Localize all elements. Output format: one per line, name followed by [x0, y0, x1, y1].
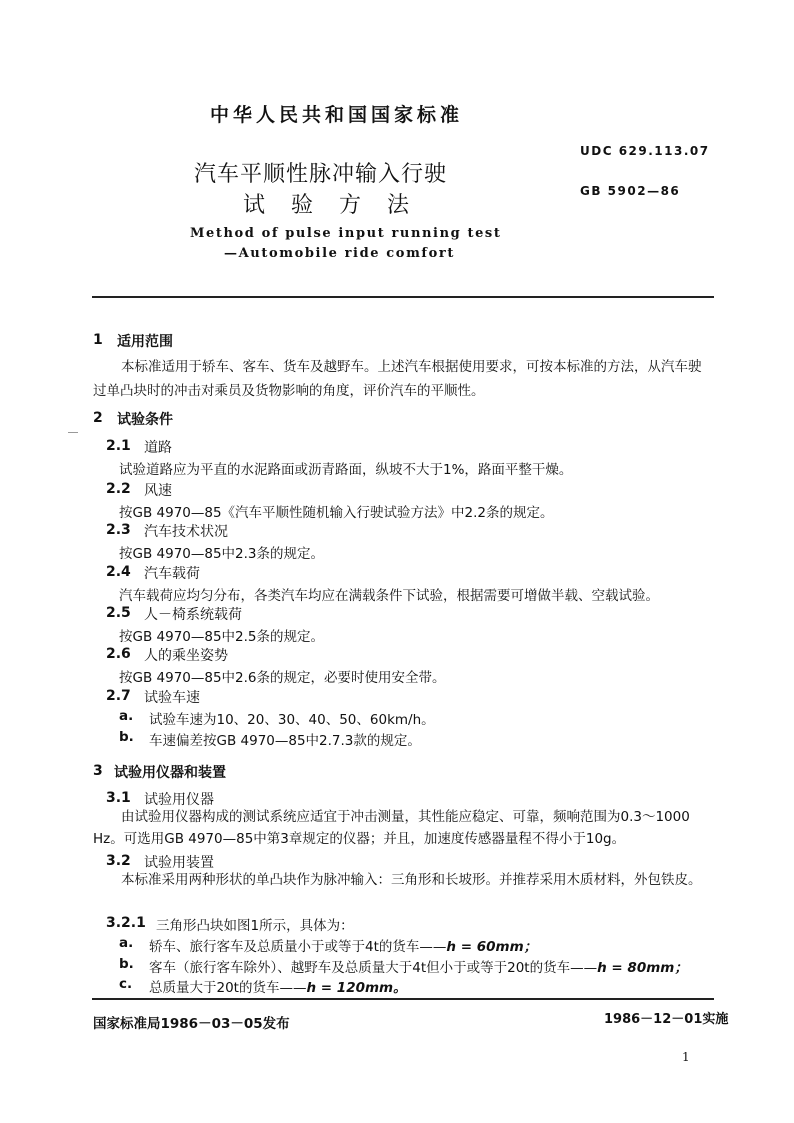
item-3-2-1-a-desc: 轿车、旅行客车及总质量小于或等于4t的货车——	[149, 939, 447, 955]
sub-3-1-title: 试验用仪器	[144, 792, 214, 808]
page-number: 1	[682, 1050, 690, 1064]
item-2-7-b-label: b.	[119, 729, 134, 745]
sub-3-2-1-text: 三角形凸块如图1所示，具体为：	[156, 918, 354, 934]
sub-2-4-title: 汽车载荷	[144, 566, 200, 582]
header-divider	[92, 296, 714, 298]
sub-3-2-1-number: 3.2.1	[106, 915, 146, 931]
sub-2-5-text: 按GB 4970—85中2.5条的规定。	[119, 629, 325, 645]
gb-code: GB 5902—86	[580, 184, 681, 198]
sub-2-4-text: 汽车载荷应均匀分布，各类汽车均应在满载条件下试验，根据需要可增做半载、空载试验。	[119, 588, 659, 604]
sub-2-2-text: 按GB 4970—85《汽车平顺性随机输入行驶试验方法》中2.2条的规定。	[119, 505, 554, 521]
item-3-2-1-a-value: h = 60mm；	[446, 939, 538, 955]
item-2-7-b-text: 车速偏差按GB 4970—85中2.7.3款的规定。	[149, 733, 421, 749]
sub-2-1-number: 2.1	[106, 438, 131, 454]
english-title-line1: Method of pulse input running test	[190, 226, 502, 241]
section-1-paragraph: 本标准适用于轿车、客车、货车及越野车。上述汽车根据使用要求，可按本标准的方法，从汽车驶过单凸块时的冲击对乘员及货物影响的角度，评价汽车的平顺性。	[93, 359, 702, 399]
sub-2-5-title: 人－椅系统载荷	[144, 607, 242, 623]
effective-date: 1986－12－01实施	[604, 1012, 729, 1027]
sub-2-5-number: 2.5	[106, 605, 131, 621]
sub-3-2-paragraph: 本标准采用两种形状的单凸块作为脉冲输入：三角形和长坡形。并推荐采用木质材料，外包铁皮。	[121, 872, 702, 888]
item-3-2-1-c-text	[149, 976, 407, 996]
sub-3-2-number: 3.2	[106, 853, 131, 869]
udc-code: UDC 629.113.07	[580, 144, 710, 158]
item-3-2-1-a-label: a.	[119, 935, 134, 951]
sub-2-7-number: 2.7	[106, 688, 131, 704]
national-standard-heading: 中华人民共和国国家标准	[210, 104, 464, 126]
issued-date: 国家标准局1986－03－05发布	[93, 1016, 290, 1032]
english-title-line2: —Automobile ride comfort	[224, 246, 455, 261]
item-3-2-1-c-value: h = 120mm。	[306, 980, 407, 996]
margin-mark	[68, 432, 78, 433]
item-3-2-1-c-desc: 总质量大于20t的货车——	[149, 980, 307, 996]
item-3-2-1-b-text	[149, 956, 688, 976]
section-1-title: 适用范围	[117, 334, 173, 350]
sub-2-7-title: 试验车速	[144, 690, 200, 706]
item-3-2-1-b-value: h = 80mm；	[597, 960, 688, 976]
sub-2-4-number: 2.4	[106, 564, 131, 580]
item-2-7-a-text: 试验车速为10、20、30、40、50、60km/h。	[149, 712, 435, 728]
sub-2-6-text: 按GB 4970—85中2.6条的规定，必要时使用安全带。	[119, 670, 446, 686]
sub-3-2-title: 试验用装置	[144, 855, 214, 871]
item-2-7-a-label: a.	[119, 708, 134, 724]
sub-2-1-title: 道路	[144, 440, 172, 456]
section-3-title: 试验用仪器和装置	[114, 765, 226, 781]
sub-3-1-paragraph: 由试验用仪器构成的测试系统应适宜于冲击测量，其性能应稳定、可靠，频响范围为0.3～1000 Hz。可选用GB 4970—85中第3章规定的仪器；并且，加速度传感器量程不得小于10g。	[93, 809, 690, 847]
item-3-2-1-c-label: c.	[119, 976, 133, 992]
sub-2-1-text: 试验道路应为平直的水泥路面或沥青路面，纵坡不大于1%，路面平整干燥。	[119, 462, 573, 478]
sub-2-6-title: 人的乘坐姿势	[144, 648, 228, 664]
item-3-2-1-b-desc: 客车（旅行客车除外）、越野车及总质量大于4t但小于或等于20t的货车——	[149, 960, 598, 976]
sub-2-6-number: 2.6	[106, 646, 131, 662]
item-3-2-1-a-text	[149, 935, 537, 955]
item-3-2-1-b-label: b.	[119, 956, 134, 972]
document-title-line2: 试验方法	[243, 193, 436, 218]
sub-2-2-number: 2.2	[106, 481, 131, 497]
sub-2-3-number: 2.3	[106, 522, 131, 538]
section-1-number: 1	[93, 332, 103, 348]
sub-2-3-title: 汽车技术状况	[144, 524, 228, 540]
section-3-number: 3	[93, 763, 103, 779]
sub-2-3-text: 按GB 4970—85中2.3条的规定。	[119, 546, 325, 562]
sub-2-2-title: 风速	[144, 483, 172, 499]
section-2-title: 试验条件	[117, 412, 173, 428]
sub-3-1-number: 3.1	[106, 790, 131, 806]
section-2-number: 2	[93, 410, 103, 426]
document-title-line1: 汽车平顺性脉冲输入行驶	[194, 162, 448, 187]
footer-divider	[92, 998, 714, 1000]
